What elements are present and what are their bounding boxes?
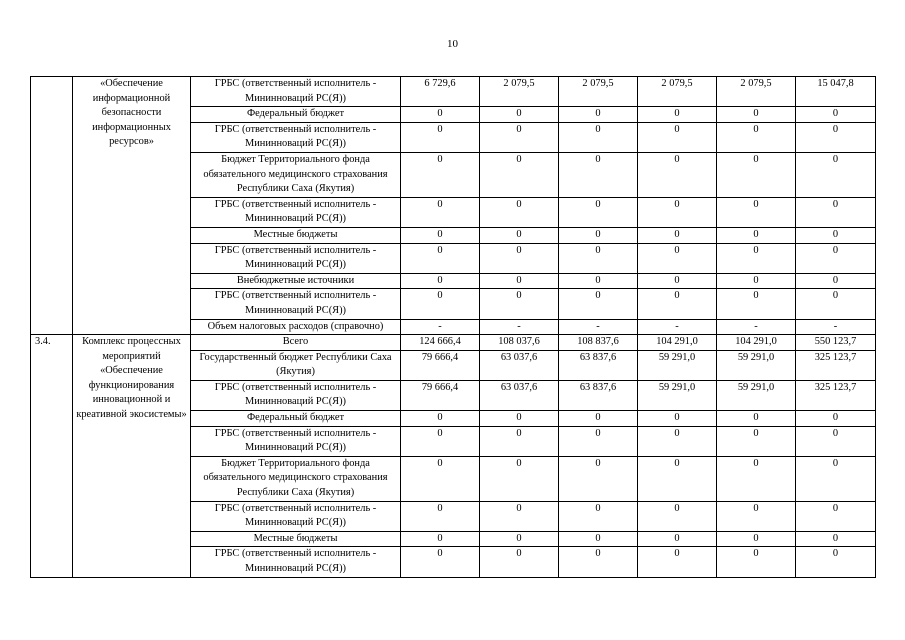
year-value-cell: 0	[638, 273, 717, 289]
funding-source-cell: ГРБС (ответственный исполнитель - Мининноваций РС(Я))	[191, 243, 401, 273]
year-value-cell: 0	[559, 107, 638, 123]
year-value-cell: 0	[717, 289, 796, 319]
year-value-cell: 108 837,6	[559, 335, 638, 351]
year-value-cell: 2 079,5	[638, 77, 717, 107]
year-value-cell: 124 666,4	[401, 335, 480, 351]
year-value-cell: 0	[401, 289, 480, 319]
year-value-cell: 0	[717, 456, 796, 501]
year-value-cell: 63 837,6	[559, 350, 638, 380]
year-value-cell: 0	[480, 547, 559, 577]
year-value-cell: 0	[638, 426, 717, 456]
total-value-cell: 0	[796, 426, 876, 456]
year-value-cell: 0	[480, 107, 559, 123]
year-value-cell: 0	[401, 243, 480, 273]
year-value-cell: 0	[480, 122, 559, 152]
year-value-cell: 0	[638, 122, 717, 152]
year-value-cell: 2 079,5	[717, 77, 796, 107]
year-value-cell: 0	[717, 227, 796, 243]
total-value-cell: 0	[796, 411, 876, 427]
year-value-cell: 0	[559, 531, 638, 547]
funding-source-cell: ГРБС (ответственный исполнитель - Мининноваций РС(Я))	[191, 122, 401, 152]
year-value-cell: -	[638, 319, 717, 335]
total-value-cell: 15 047,8	[796, 77, 876, 107]
year-value-cell: 0	[559, 243, 638, 273]
page-number: 10	[447, 38, 458, 50]
year-value-cell: 0	[401, 411, 480, 427]
year-value-cell: 104 291,0	[638, 335, 717, 351]
year-value-cell: 0	[480, 289, 559, 319]
funding-source-cell: Объем налоговых расходов (справочно)	[191, 319, 401, 335]
total-value-cell: 0	[796, 197, 876, 227]
year-value-cell: 0	[480, 243, 559, 273]
funding-source-cell: Местные бюджеты	[191, 531, 401, 547]
year-value-cell: 0	[401, 273, 480, 289]
year-value-cell: 0	[717, 547, 796, 577]
total-value-cell: 0	[796, 122, 876, 152]
year-value-cell: 0	[480, 531, 559, 547]
funding-source-cell: ГРБС (ответственный исполнитель - Мининноваций РС(Я))	[191, 77, 401, 107]
year-value-cell: 0	[559, 227, 638, 243]
year-value-cell: 0	[401, 197, 480, 227]
year-value-cell: 0	[480, 227, 559, 243]
funding-source-cell: ГРБС (ответственный исполнитель - Мининноваций РС(Я))	[191, 426, 401, 456]
year-value-cell: 0	[559, 456, 638, 501]
year-value-cell: 0	[480, 152, 559, 197]
year-value-cell: 0	[638, 197, 717, 227]
year-value-cell: 0	[401, 547, 480, 577]
total-value-cell: -	[796, 319, 876, 335]
year-value-cell: 0	[638, 456, 717, 501]
funding-source-cell: ГРБС (ответственный исполнитель - Мининноваций РС(Я))	[191, 547, 401, 577]
year-value-cell: 0	[638, 243, 717, 273]
year-value-cell: 0	[638, 227, 717, 243]
year-value-cell: 0	[638, 289, 717, 319]
year-value-cell: 63 037,6	[480, 350, 559, 380]
year-value-cell: 0	[638, 152, 717, 197]
year-value-cell: 108 037,6	[480, 335, 559, 351]
funding-source-cell: Всего	[191, 335, 401, 351]
year-value-cell: 63 837,6	[559, 380, 638, 410]
year-value-cell: 0	[559, 122, 638, 152]
budget-table	[30, 76, 876, 578]
year-value-cell: 0	[480, 411, 559, 427]
year-value-cell: 0	[480, 501, 559, 531]
funding-source-cell: Федеральный бюджет	[191, 107, 401, 123]
year-value-cell: 59 291,0	[638, 350, 717, 380]
year-value-cell: 0	[559, 152, 638, 197]
total-value-cell: 0	[796, 531, 876, 547]
year-value-cell: 0	[717, 107, 796, 123]
table-row	[31, 77, 876, 107]
year-value-cell: 0	[559, 411, 638, 427]
year-value-cell: 0	[559, 426, 638, 456]
year-value-cell: 0	[717, 273, 796, 289]
table-row	[31, 335, 876, 351]
year-value-cell: 79 666,4	[401, 350, 480, 380]
year-value-cell: 0	[401, 456, 480, 501]
year-value-cell: 0	[717, 197, 796, 227]
year-value-cell: 0	[717, 411, 796, 427]
year-value-cell: 0	[480, 456, 559, 501]
year-value-cell: 0	[638, 531, 717, 547]
year-value-cell: 2 079,5	[480, 77, 559, 107]
funding-source-cell: Бюджет Территориального фонда обязательного медицинского страхования Республики Саха (Якутия)	[191, 152, 401, 197]
table-body	[31, 77, 876, 578]
total-value-cell: 0	[796, 289, 876, 319]
total-value-cell: 0	[796, 273, 876, 289]
year-value-cell: 0	[717, 426, 796, 456]
year-value-cell: 0	[559, 547, 638, 577]
year-value-cell: 0	[638, 107, 717, 123]
year-value-cell: 104 291,0	[717, 335, 796, 351]
year-value-cell: 0	[559, 273, 638, 289]
funding-source-cell: ГРБС (ответственный исполнитель - Мининноваций РС(Я))	[191, 289, 401, 319]
year-value-cell: -	[717, 319, 796, 335]
funding-source-cell: Государственный бюджет Республики Саха (Якутия)	[191, 350, 401, 380]
total-value-cell: 0	[796, 501, 876, 531]
funding-source-cell: Федеральный бюджет	[191, 411, 401, 427]
funding-source-cell: Бюджет Территориального фонда обязательного медицинского страхования Республики Саха (Якутия)	[191, 456, 401, 501]
year-value-cell: 2 079,5	[559, 77, 638, 107]
section-number	[31, 77, 73, 335]
year-value-cell: 0	[401, 227, 480, 243]
year-value-cell: 0	[401, 122, 480, 152]
year-value-cell: 0	[559, 197, 638, 227]
year-value-cell: 0	[717, 243, 796, 273]
total-value-cell: 325 123,7	[796, 350, 876, 380]
year-value-cell: 0	[717, 152, 796, 197]
total-value-cell: 0	[796, 547, 876, 577]
year-value-cell: 0	[480, 273, 559, 289]
year-value-cell: 0	[559, 289, 638, 319]
year-value-cell: 0	[717, 122, 796, 152]
total-value-cell: 0	[796, 107, 876, 123]
funding-source-cell: ГРБС (ответственный исполнитель - Мининноваций РС(Я))	[191, 380, 401, 410]
total-value-cell: 325 123,7	[796, 380, 876, 410]
total-value-cell: 550 123,7	[796, 335, 876, 351]
year-value-cell: 0	[638, 501, 717, 531]
year-value-cell: 0	[401, 107, 480, 123]
year-value-cell: 0	[638, 411, 717, 427]
year-value-cell: 0	[559, 501, 638, 531]
funding-source-cell: Внебюджетные источники	[191, 273, 401, 289]
total-value-cell: 0	[796, 152, 876, 197]
year-value-cell: 0	[401, 152, 480, 197]
year-value-cell: 0	[717, 531, 796, 547]
year-value-cell: -	[559, 319, 638, 335]
total-value-cell: 0	[796, 456, 876, 501]
section-name: «Обеспечение информационной безопасности информационных ресурсов»	[73, 77, 191, 335]
year-value-cell: 0	[717, 501, 796, 531]
total-value-cell: 0	[796, 227, 876, 243]
year-value-cell: 0	[401, 531, 480, 547]
year-value-cell: -	[480, 319, 559, 335]
year-value-cell: 0	[480, 426, 559, 456]
year-value-cell: 79 666,4	[401, 380, 480, 410]
section-number: 3.4.	[31, 335, 73, 578]
year-value-cell: 0	[480, 197, 559, 227]
year-value-cell: 59 291,0	[638, 380, 717, 410]
year-value-cell: 63 037,6	[480, 380, 559, 410]
year-value-cell: 6 729,6	[401, 77, 480, 107]
year-value-cell: 0	[401, 501, 480, 531]
year-value-cell: 0	[638, 547, 717, 577]
funding-source-cell: Местные бюджеты	[191, 227, 401, 243]
year-value-cell: 59 291,0	[717, 350, 796, 380]
funding-source-cell: ГРБС (ответственный исполнитель - Мининноваций РС(Я))	[191, 501, 401, 531]
section-name: Комплекс процессных мероприятий «Обеспечение функционирования инновационной и креативной экосистемы»	[73, 335, 191, 578]
year-value-cell: 0	[401, 426, 480, 456]
funding-source-cell: ГРБС (ответственный исполнитель - Мининноваций РС(Я))	[191, 197, 401, 227]
year-value-cell: -	[401, 319, 480, 335]
year-value-cell: 59 291,0	[717, 380, 796, 410]
total-value-cell: 0	[796, 243, 876, 273]
